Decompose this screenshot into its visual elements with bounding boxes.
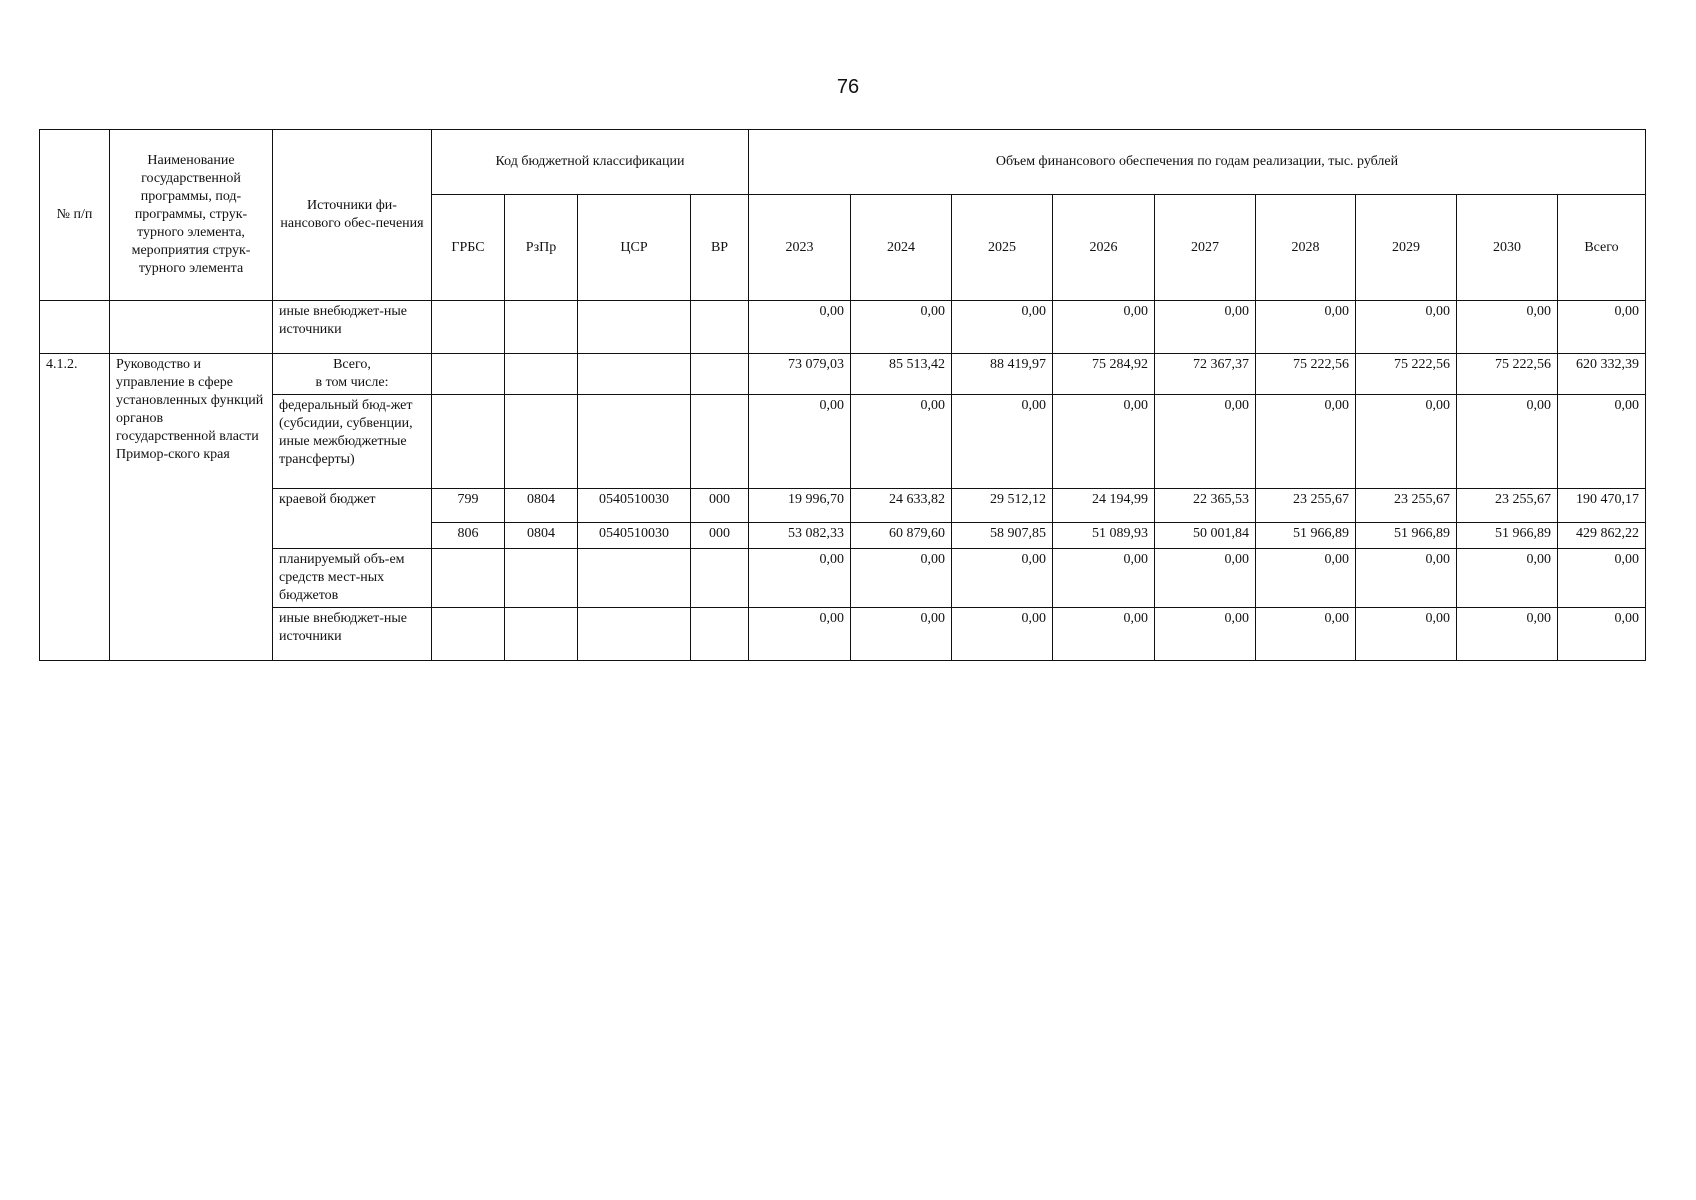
value-cell: 29 512,12 xyxy=(952,489,1053,523)
empty-cell xyxy=(578,608,691,661)
header-year: 2028 xyxy=(1256,195,1356,301)
header-rzpr: РзПр xyxy=(505,195,578,301)
value-cell: 19 996,70 xyxy=(749,489,851,523)
value-cell: 0,00 xyxy=(1256,301,1356,354)
value-cell: 0,00 xyxy=(1356,301,1457,354)
rzpr-cell: 0804 xyxy=(505,489,578,523)
page-number: 76 xyxy=(836,76,860,98)
total-source-cell xyxy=(273,354,432,395)
value-cell: 0,00 xyxy=(1457,549,1558,608)
empty-cell xyxy=(691,395,749,489)
value-cell: 0,00 xyxy=(1256,395,1356,489)
value-cell: 58 907,85 xyxy=(952,523,1053,549)
header-year: 2027 xyxy=(1155,195,1256,301)
source-cell: планируемый объ-ем средств мест-ных бюджетов xyxy=(273,549,432,608)
empty-cell xyxy=(505,549,578,608)
value-cell: 0,00 xyxy=(952,301,1053,354)
total-value-cell: 620 332,39 xyxy=(1558,354,1646,395)
source-cell: иные внебюджет-ные источники xyxy=(273,301,432,354)
empty-cell xyxy=(505,608,578,661)
empty-cell xyxy=(110,301,273,354)
grbs-cell: 806 xyxy=(432,523,505,549)
value-cell: 22 365,53 xyxy=(1155,489,1256,523)
table-row xyxy=(40,608,1646,661)
header-source: Источники фи-нансового обес-печения xyxy=(273,130,432,301)
header-year: 2025 xyxy=(952,195,1053,301)
header-year: 2029 xyxy=(1356,195,1457,301)
table-row xyxy=(40,395,1646,489)
total-value-cell: 75 222,56 xyxy=(1256,354,1356,395)
value-cell: 0,00 xyxy=(952,608,1053,661)
empty-cell xyxy=(578,395,691,489)
value-cell: 0,00 xyxy=(1356,549,1457,608)
total-value-cell: 88 419,97 xyxy=(952,354,1053,395)
value-cell: 60 879,60 xyxy=(851,523,952,549)
header-name: Наименование государственной программы, под-программы, струк-турного элемента, мероприятия струк-турного элемента xyxy=(110,130,273,301)
total-value-cell: 75 284,92 xyxy=(1053,354,1155,395)
value-cell: 0,00 xyxy=(1558,549,1646,608)
value-cell: 0,00 xyxy=(851,301,952,354)
header-volume: Объем финансового обеспечения по годам реализации, тыс. рублей xyxy=(749,130,1646,195)
value-cell: 429 862,22 xyxy=(1558,523,1646,549)
item-num: 4.1.2. xyxy=(40,354,110,661)
value-cell: 0,00 xyxy=(952,549,1053,608)
total-value-cell: 85 513,42 xyxy=(851,354,952,395)
empty-cell xyxy=(691,608,749,661)
value-cell: 0,00 xyxy=(1053,395,1155,489)
header-num: № п/п xyxy=(40,130,110,301)
header-kbk: Код бюджетной классификации xyxy=(432,130,749,195)
source-cell: краевой бюджет xyxy=(273,489,432,549)
value-cell: 0,00 xyxy=(1053,301,1155,354)
empty-cell xyxy=(432,354,505,395)
value-cell: 51 966,89 xyxy=(1457,523,1558,549)
empty-cell xyxy=(578,301,691,354)
value-cell: 23 255,67 xyxy=(1356,489,1457,523)
total-label: Всего, xyxy=(333,357,371,372)
value-cell: 51 089,93 xyxy=(1053,523,1155,549)
header-year: 2023 xyxy=(749,195,851,301)
table-row xyxy=(40,301,1646,354)
empty-cell xyxy=(432,395,505,489)
value-cell: 0,00 xyxy=(1457,395,1558,489)
item-name: Руководство и управление в сфере установленных функций органов государственной власти Примор-ского края xyxy=(110,354,273,661)
value-cell: 0,00 xyxy=(1558,395,1646,489)
total-value-cell: 73 079,03 xyxy=(749,354,851,395)
empty-cell xyxy=(432,549,505,608)
value-cell: 0,00 xyxy=(1356,395,1457,489)
empty-cell xyxy=(505,354,578,395)
vr-cell: 000 xyxy=(691,489,749,523)
table-row xyxy=(40,354,1646,395)
empty-cell xyxy=(578,354,691,395)
csr-cell: 0540510030 xyxy=(578,523,691,549)
total-value-cell: 75 222,56 xyxy=(1356,354,1457,395)
value-cell: 190 470,17 xyxy=(1558,489,1646,523)
value-cell: 0,00 xyxy=(851,608,952,661)
total-value-cell: 75 222,56 xyxy=(1457,354,1558,395)
value-cell: 0,00 xyxy=(749,301,851,354)
empty-cell xyxy=(578,549,691,608)
budget-table xyxy=(39,129,1646,661)
table-row xyxy=(40,489,1646,523)
grbs-cell: 799 xyxy=(432,489,505,523)
value-cell: 50 001,84 xyxy=(1155,523,1256,549)
value-cell: 0,00 xyxy=(1053,549,1155,608)
value-cell: 0,00 xyxy=(749,395,851,489)
header-vr: ВР xyxy=(691,195,749,301)
value-cell: 0,00 xyxy=(1155,301,1256,354)
empty-cell xyxy=(432,301,505,354)
value-cell: 23 255,67 xyxy=(1457,489,1558,523)
value-cell: 0,00 xyxy=(1356,608,1457,661)
empty-cell xyxy=(691,301,749,354)
value-cell: 0,00 xyxy=(1256,549,1356,608)
header-year: 2024 xyxy=(851,195,952,301)
value-cell: 0,00 xyxy=(1256,608,1356,661)
value-cell: 0,00 xyxy=(749,608,851,661)
empty-cell xyxy=(505,395,578,489)
empty-cell xyxy=(40,301,110,354)
value-cell: 53 082,33 xyxy=(749,523,851,549)
value-cell: 0,00 xyxy=(1155,549,1256,608)
table-row xyxy=(40,549,1646,608)
value-cell: 0,00 xyxy=(1457,301,1558,354)
header-year: 2030 xyxy=(1457,195,1558,301)
empty-cell xyxy=(505,301,578,354)
value-cell: 0,00 xyxy=(1558,608,1646,661)
value-cell: 0,00 xyxy=(1558,301,1646,354)
total-value-cell: 72 367,37 xyxy=(1155,354,1256,395)
value-cell: 0,00 xyxy=(851,549,952,608)
total-sublabel: в том числе: xyxy=(315,375,389,390)
value-cell: 24 194,99 xyxy=(1053,489,1155,523)
source-cell: федеральный бюд-жет (субсидии, субвенции, иные межбюджетные трансферты) xyxy=(273,395,432,489)
header-row-1 xyxy=(40,130,1646,195)
header-total: Всего xyxy=(1558,195,1646,301)
header-csr: ЦСР xyxy=(578,195,691,301)
value-cell: 0,00 xyxy=(1457,608,1558,661)
value-cell: 0,00 xyxy=(1155,395,1256,489)
csr-cell: 0540510030 xyxy=(578,489,691,523)
rzpr-cell: 0804 xyxy=(505,523,578,549)
value-cell: 0,00 xyxy=(1155,608,1256,661)
value-cell: 0,00 xyxy=(952,395,1053,489)
value-cell: 0,00 xyxy=(1053,608,1155,661)
value-cell: 51 966,89 xyxy=(1256,523,1356,549)
value-cell: 23 255,67 xyxy=(1256,489,1356,523)
header-grbs: ГРБС xyxy=(432,195,505,301)
value-cell: 51 966,89 xyxy=(1356,523,1457,549)
value-cell: 24 633,82 xyxy=(851,489,952,523)
empty-cell xyxy=(432,608,505,661)
header-year: 2026 xyxy=(1053,195,1155,301)
value-cell: 0,00 xyxy=(851,395,952,489)
empty-cell xyxy=(691,549,749,608)
source-cell: иные внебюджет-ные источники xyxy=(273,608,432,661)
empty-cell xyxy=(691,354,749,395)
value-cell: 0,00 xyxy=(749,549,851,608)
vr-cell: 000 xyxy=(691,523,749,549)
